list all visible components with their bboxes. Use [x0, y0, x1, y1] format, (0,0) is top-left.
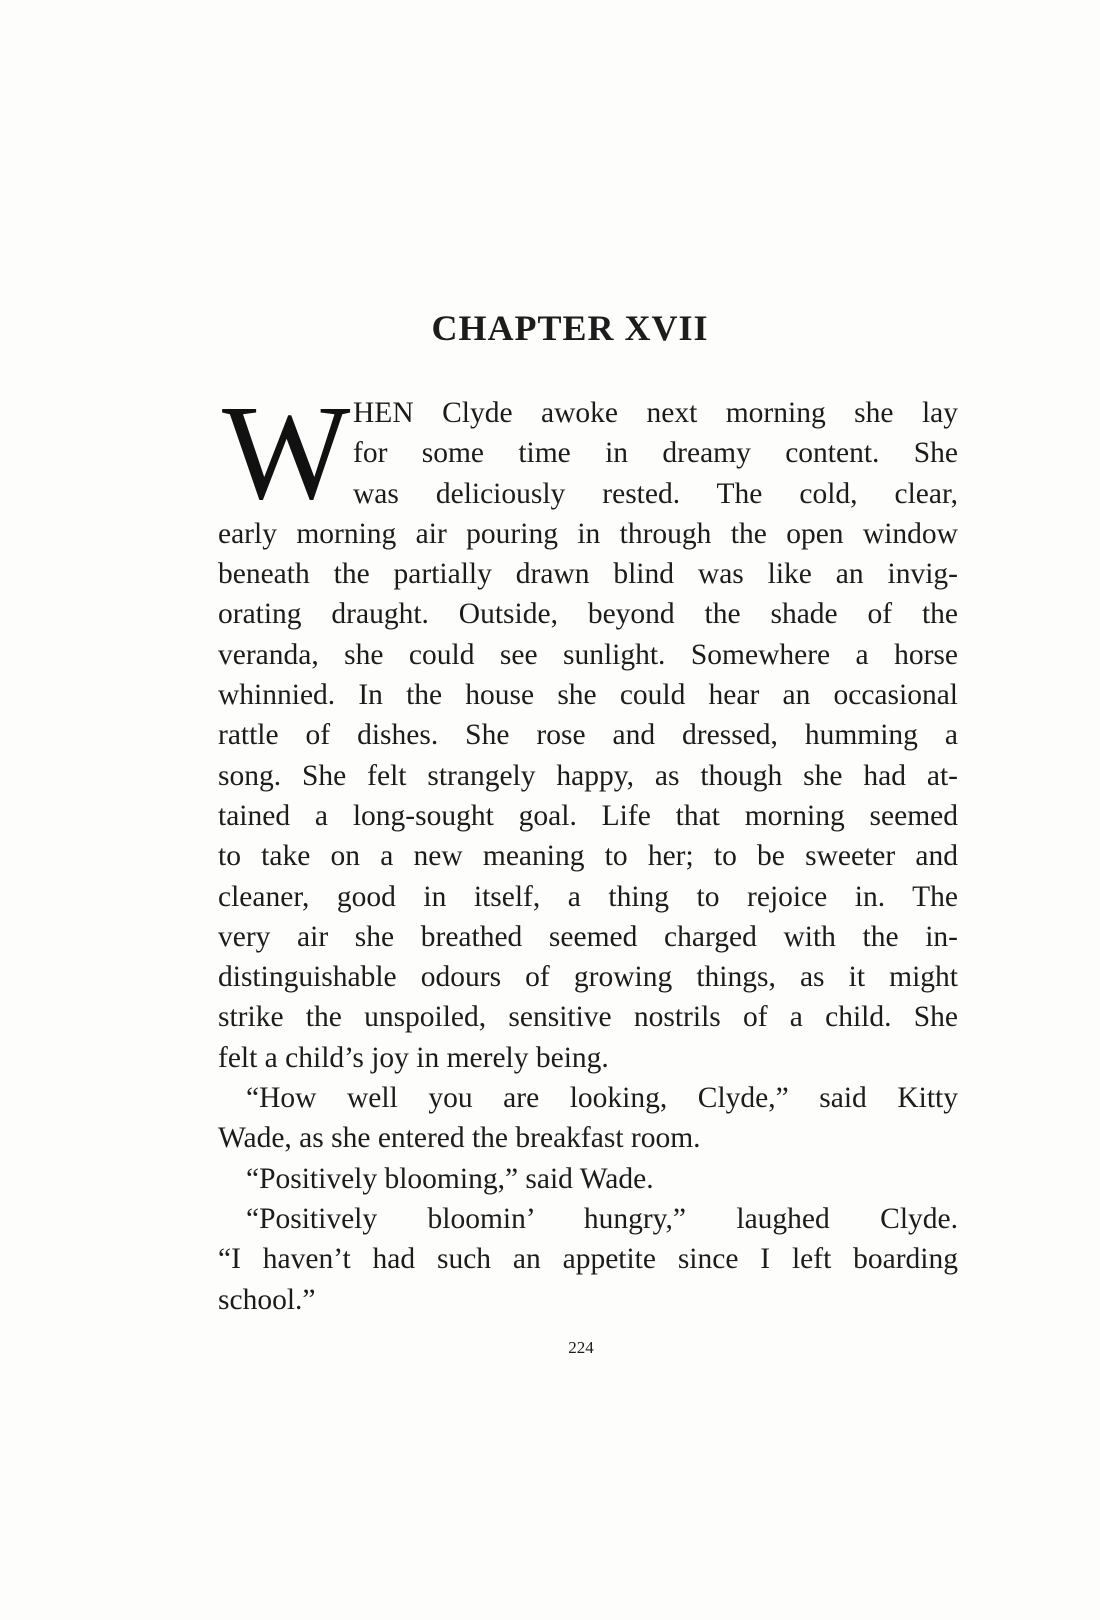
- text-line: song. She felt strangely happy, as though she had at-: [218, 759, 958, 792]
- text-line: beneath the partially drawn blind was like an invig-: [218, 558, 958, 591]
- text-line: strike the unspoiled, sensitive nostrils of a child. She: [218, 1001, 958, 1034]
- text-line: HEN Clyde awoke next morning she lay: [353, 397, 958, 429]
- text-line: distinguishable odours of growing things, as it might: [218, 961, 958, 994]
- text-line: was deliciously rested. The cold, clear,: [353, 477, 958, 510]
- text-line: “Positively bloomin’ hungry,” laughed Clyde.: [246, 1202, 958, 1235]
- text-line: early morning air pouring in through the open window: [218, 517, 958, 550]
- text-line: felt a child’s joy in merely being.: [218, 1041, 609, 1074]
- text-line: cleaner, good in itself, a thing to rejoice in. The: [218, 880, 958, 913]
- text-line: whinnied. In the house she could hear an occasional: [218, 679, 958, 712]
- drop-cap: W: [222, 378, 351, 528]
- text-line: orating draught. Outside, beyond the shade of the: [218, 598, 958, 631]
- page-number: 224: [568, 1338, 594, 1357]
- text-line: tained a long-sought goal. Life that morning seemed: [218, 799, 958, 832]
- text-line: “How well you are looking, Clyde,” said Kitty: [246, 1082, 958, 1115]
- text-line: “I haven’t had such an appetite since I left boarding: [218, 1243, 958, 1276]
- text-line: to take on a new meaning to her; to be sweeter and: [218, 840, 958, 873]
- text-line: Wade, as she entered the breakfast room.: [218, 1122, 701, 1155]
- text-line: school.”: [218, 1283, 316, 1316]
- chapter-title: CHAPTER XVII: [431, 308, 709, 348]
- text-line: very air she breathed seemed charged with the in-: [218, 920, 958, 953]
- text-line: veranda, she could see sunlight. Somewhere a horse: [218, 638, 958, 671]
- chapter-text: [218, 378, 958, 1320]
- text-line: for some time in dreamy content. She: [353, 437, 958, 470]
- text-line: “Positively blooming,” said Wade.: [246, 1162, 654, 1195]
- text-line: rattle of dishes. She rose and dressed, humming a: [218, 719, 958, 752]
